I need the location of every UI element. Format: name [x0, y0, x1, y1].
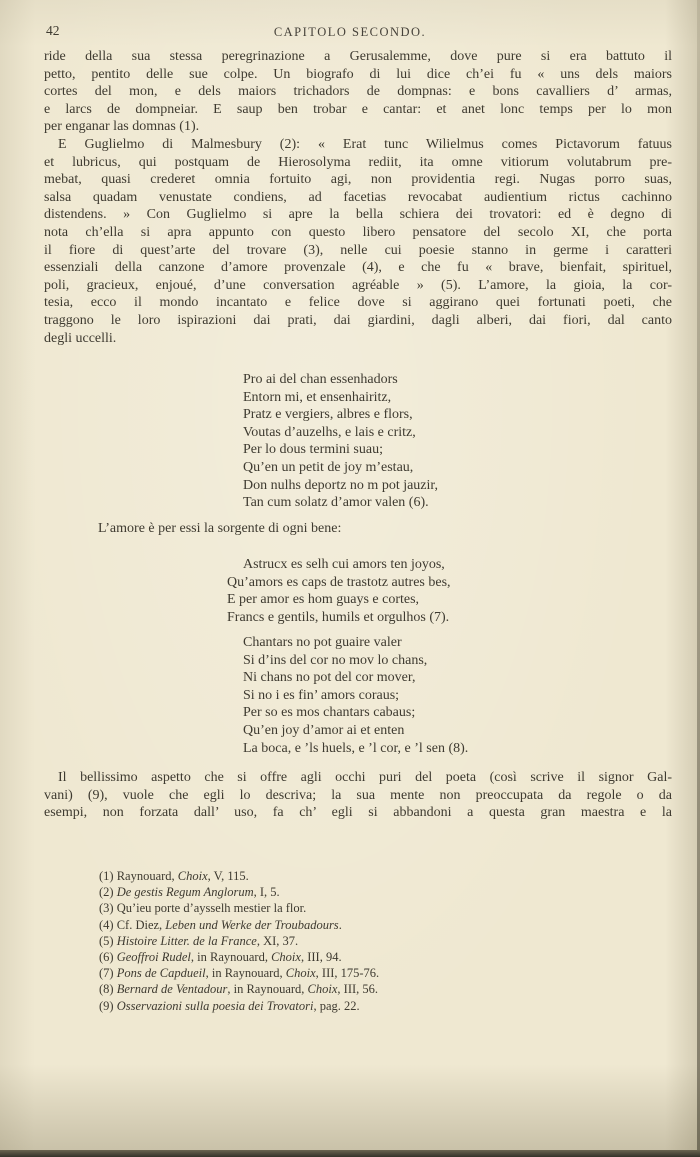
verse-line: Per lo dous termini suau; — [243, 442, 383, 458]
footnote-6 — [99, 949, 639, 965]
verse-quote-3 — [243, 634, 468, 757]
text-line: E Guglielmo di Malmesbury (2): « Erat tunc Wilielmus comes Pictavorum fatuus — [58, 137, 672, 152]
text-line: ride della sua stessa peregrinazione a Gerusalemme, dove pure si era battuto il — [44, 49, 672, 64]
paragraph-2 — [44, 136, 672, 347]
footnote-title: Pons de Capdueil — [116, 966, 206, 981]
footnote-title: De gestis Regum Anglorum — [116, 885, 254, 900]
footnote-5 — [99, 933, 639, 949]
verse-line: Chantars no pot guaire valer — [243, 635, 402, 650]
footnote-8 — [99, 981, 639, 997]
verse-line: Francs e gentils, humils et orgulhos (7). — [227, 609, 450, 625]
footnote-2 — [99, 884, 639, 900]
verse-line: Entorn mi, et ensenhairitz, — [243, 389, 392, 405]
footnote-9 — [99, 998, 639, 1014]
text-line: tesia, ecco il mondo incantato e felice dove si aggirano quei fortunati poeti, che — [44, 295, 672, 311]
verse-line: Qu’en joy d’amor ai et enten — [243, 722, 405, 738]
text-line: salsa quadam venustate condiens, ad facetias revocabat audientium rictus cachinno — [44, 189, 672, 205]
footnote-title: Osservazioni sulla poesia dei Trovatori — [116, 998, 314, 1013]
text-line: Il bellissimo aspetto che si offre agli occhi puri del poeta (così scrive il signor Gal- — [58, 770, 672, 785]
footnote-7 — [99, 965, 639, 981]
text-line: petto, pentito delle sue colpe. Un biografo di lui dice ch’ei fu « uns dels maiors — [44, 66, 672, 82]
footnote-text: , in Raynouard, — [227, 982, 308, 997]
verse-line: Don nulhs deportz no m pot jauzir, — [243, 477, 439, 493]
text-line: et lubricus, qui postquam de Hierosolyma rediit, ita omne vitiorum volutabrum pre- — [44, 154, 672, 170]
verse-line: La boca, e ’ls huels, e ’l cor, e ’l sen (8). — [243, 740, 469, 756]
footnote-title: Choix — [285, 966, 316, 981]
verse-line: Pratz e vergiers, albres e flors, — [243, 407, 413, 423]
running-header: CAPITOLO SECONDO. — [273, 25, 427, 39]
footnote-text: , III, 94. — [300, 950, 342, 965]
footnote-text: , in Raynouard, — [205, 966, 286, 981]
text-line: per enganar las domnas (1). — [44, 119, 200, 135]
footnote-1 — [99, 868, 639, 884]
verse-quote-1 — [243, 371, 438, 512]
footnote-text: (3) Qu’ieu porte d’aysselh mestier la flor. — [99, 901, 307, 916]
text-line: poli, gracieux, enjoué, d’une conversation agréable » (5). L’amore, la gioia, la cor- — [44, 277, 672, 293]
footnote-title: Bernard de Ventadour — [116, 982, 228, 997]
verse-line: Astrucx es selh cui amors ten joyos, — [243, 557, 445, 572]
footnote-text: (2) — [99, 885, 117, 900]
footnote-title: Choix — [271, 950, 301, 965]
footnote-text: (5) — [99, 933, 117, 948]
verse-line: Tan cum solatz d’amor valen (6). — [243, 495, 429, 511]
text-line: essenziali della canzone d’amore provenzale (4), e che fu « brave, bienfait, spirituel, — [44, 260, 672, 276]
verse-line: Qu’amors es caps de trastotz autres bes, — [227, 574, 451, 590]
footnote-text: , XI, 37. — [256, 933, 299, 948]
footnote-text: (6) — [99, 950, 117, 965]
footnote-text: , pag. 22. — [313, 998, 360, 1013]
text-line: traggono le loro ispirazioni dai prati, dai giardini, dagli alberi, dai fiori, dal canto — [44, 312, 672, 328]
footnote-text: , III, 56. — [337, 982, 379, 997]
text-line: vani) (9), vuole che egli lo descriva; la sua mente non preoccupata da regole o da — [44, 787, 672, 803]
footnotes-block — [99, 868, 639, 1014]
page-edge-shadow-bottom — [0, 1150, 700, 1157]
verse-quote-2 — [227, 556, 451, 626]
footnote-3 — [99, 900, 639, 916]
footnote-4 — [99, 917, 639, 933]
text-line: mebat, quasi crederet omnia fortuito agi, non providentia regi. Nugas porro suas, — [44, 172, 672, 188]
page-number: 42 — [46, 23, 60, 38]
text-line: cortes del mon, e dels maiors trichadors de dompnas: e bons cavalliers d’ armas, — [44, 84, 672, 100]
paragraph-3 — [44, 769, 672, 822]
footnote-text: , V, 115. — [207, 869, 249, 883]
footnote-text: (9) — [99, 998, 117, 1013]
verse-line: E per amor es hom guays e cortes, — [227, 592, 420, 608]
footnote-text: , III, 175-76. — [315, 966, 380, 981]
footnote-title: Geoffroi Rudel — [116, 950, 191, 965]
text-line: degli uccelli. — [44, 330, 117, 346]
verse-line: Ni chans no pot del cor mover, — [243, 670, 416, 686]
paragraph-1 — [44, 48, 672, 136]
text-line: nota ch’ella si apra appunto con questo libero pensatore del secolo XI, che porta — [44, 224, 672, 240]
footnote-title: Choix — [307, 982, 338, 997]
footnote-text: . — [338, 917, 342, 932]
footnote-text: , in Raynouard, — [190, 950, 272, 965]
verse-line: Voutas d’auzelhs, e lais e critz, — [243, 424, 416, 440]
footnote-text: (4) Cf. Diez, — [99, 917, 166, 932]
verse-line: Qu’en un petit de joy m’estau, — [243, 459, 414, 475]
verse-line: Si d’ins del cor no mov lo chans, — [243, 652, 428, 668]
footnote-title: Choix — [177, 869, 208, 883]
footnote-text: (1) Raynouard, — [99, 869, 178, 883]
text-line: distendens. » Con Guglielmo si apre la bella schiera dei trovatori: ed è degno di — [44, 207, 672, 223]
text-line: e larcs de dompneiar. E saup ben trobar e cantar: et anet lonc temps per lo mon — [44, 101, 672, 117]
lead-in-sentence: L’amore è per essi la sorgente di ogni bene: — [98, 521, 342, 536]
text-line: il fiore di quest’arte del trovare (3), nelle cui poesie stanno in germe i caratteri — [44, 242, 672, 258]
footnote-text: (7) — [99, 966, 117, 981]
text-line: esempi, non forzata dall’ uso, fa ch’ egli si abbandoni a questa gran maestra e la — [44, 805, 672, 821]
verse-line: Si no i es fin’ amors coraus; — [243, 687, 400, 703]
verse-line: Per so es mos chantars cabaus; — [243, 705, 416, 721]
footnote-title: Histoire Litter. de la France — [116, 933, 257, 948]
footnote-text: (8) — [99, 982, 117, 997]
verse-line: Pro ai del chan essenhadors — [243, 372, 398, 387]
footnote-text: , I, 5. — [253, 885, 280, 900]
footnote-title: Leben und Werke der Troubadours — [165, 917, 339, 932]
